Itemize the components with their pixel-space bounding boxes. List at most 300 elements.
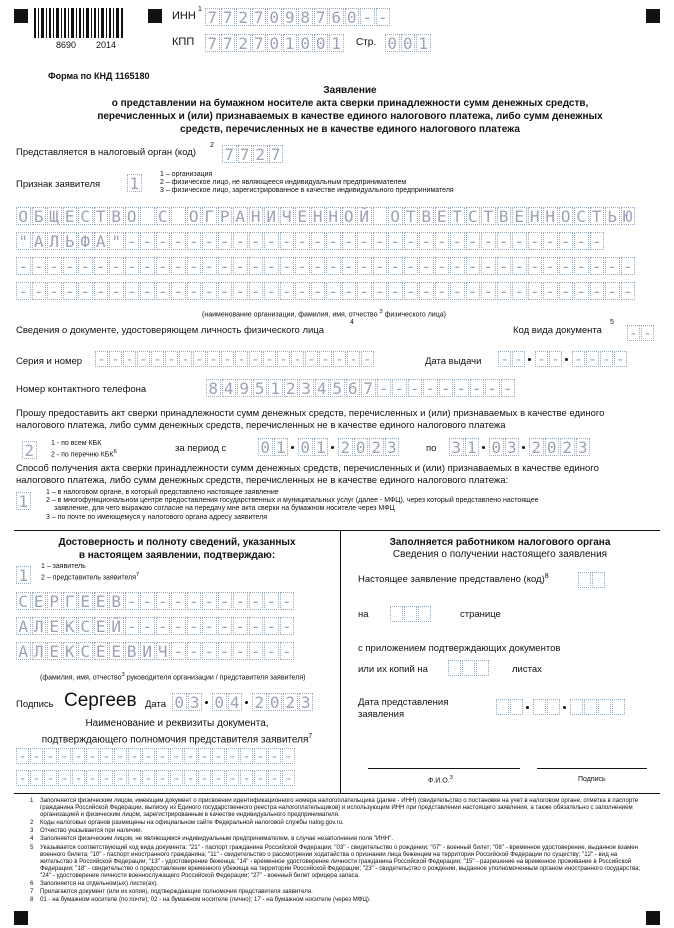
kbk-option: 2 - по перечню КБК$^6$ (51, 449, 117, 459)
inn-label: ИНН (172, 10, 196, 22)
char-cell: Т (450, 207, 465, 225)
char-cell: - (125, 282, 140, 300)
char-cell: 5 (253, 379, 268, 397)
method-option: 1 – в налоговом органе, в который представлено настоящее заявление (46, 489, 279, 496)
char-cell: - (16, 282, 31, 300)
field-row[interactable] (16, 257, 636, 275)
page-number-field[interactable] (385, 34, 432, 52)
barcode (34, 8, 124, 38)
char-cell: - (572, 351, 585, 367)
tax-authority-label: Представляется в налоговый орган (код) (16, 147, 196, 158)
char-cell: 6 (346, 379, 361, 397)
char-cell: - (512, 232, 527, 250)
doc-header (14, 717, 340, 746)
date-part[interactable] (258, 438, 289, 456)
char-cell: - (202, 642, 217, 660)
phone-field[interactable] (206, 379, 516, 397)
char-cell: - (342, 257, 357, 275)
name-caption-end: физического лица) (384, 311, 446, 319)
char-cell: - (226, 748, 239, 764)
date-separator (482, 446, 485, 449)
char-cell: 0 (314, 34, 329, 52)
char-cell: - (450, 232, 465, 250)
char-cell: - (72, 748, 85, 764)
char-cell: 0 (212, 693, 227, 711)
char-cell: - (264, 617, 279, 635)
char-cell: - (202, 257, 217, 275)
char-cell: 1 (268, 379, 283, 397)
char-cell: - (221, 351, 234, 367)
char-cell: С (78, 207, 93, 225)
footnote-number: 5 (30, 843, 34, 851)
char-cell: В (109, 207, 124, 225)
char-cell: - (590, 257, 605, 275)
section-divider (14, 793, 660, 794)
char-cell: - (137, 351, 150, 367)
char-cell (390, 606, 403, 622)
char-cell: - (291, 351, 304, 367)
char-cell: - (574, 282, 589, 300)
date-part[interactable] (572, 351, 628, 367)
char-cell: - (140, 282, 155, 300)
char-cell (533, 699, 546, 715)
char-cell: С (78, 642, 93, 660)
date-separator (526, 706, 529, 709)
char-cell: - (249, 257, 264, 275)
char-cell: Ь (63, 232, 78, 250)
char-cell: - (280, 232, 295, 250)
char-cell: Л (32, 642, 47, 660)
char-cell: А (32, 232, 47, 250)
char-cell: Ь (605, 207, 620, 225)
char-cell: - (193, 351, 206, 367)
char-cell: - (435, 232, 450, 250)
char-cell: К (63, 617, 78, 635)
footnote-text: Прилагаются документ (или их копия), подтверждающие полномочия представителя заявителя. (40, 888, 313, 896)
footnote-text: 01 - на бумажном носителе (по почте); 02 - на бумажном носителе (лично); 17 - на бумажном носителе (через МФЦ). (40, 896, 371, 904)
char-cell: - (347, 351, 360, 367)
field-row[interactable] (16, 592, 295, 610)
char-cell: - (235, 351, 248, 367)
footnote-text: Отчество указывается при наличии. (40, 827, 143, 835)
char-cell: - (170, 748, 183, 764)
kpp-field[interactable] (205, 34, 345, 52)
char-cell: 0 (268, 693, 283, 711)
char-cell: 1 (416, 34, 431, 52)
char-cell: - (114, 748, 127, 764)
char-cell: Р (218, 207, 233, 225)
char-cell: - (78, 257, 93, 275)
char-cell: - (361, 351, 374, 367)
char-cell: Н (326, 207, 341, 225)
char-cell: - (156, 232, 171, 250)
char-cell: Ч (280, 207, 295, 225)
attach-label: с приложением подтверждающих документов (358, 643, 561, 654)
request-text (16, 408, 604, 432)
field-row[interactable] (16, 770, 296, 786)
char-cell: - (125, 617, 140, 635)
char-cell: - (342, 282, 357, 300)
char-cell: - (481, 232, 496, 250)
date-part[interactable] (529, 438, 591, 456)
left-block-header (14, 536, 340, 562)
date-separator (565, 358, 568, 361)
date-part[interactable] (338, 438, 400, 456)
field-row[interactable] (16, 207, 636, 225)
char-cell: - (202, 592, 217, 610)
char-cell: - (466, 282, 481, 300)
char-cell (496, 699, 509, 715)
char-cell: 1 (274, 438, 289, 456)
char-cell: 2 (284, 379, 299, 397)
char-cell: - (198, 748, 211, 764)
char-cell (418, 606, 431, 622)
char-cell: - (282, 748, 295, 764)
id-document-label: Сведения о документе, удостоверяющем личность физического лица (16, 325, 325, 336)
char-cell: И (140, 642, 155, 660)
char-cell: Т (481, 207, 496, 225)
char-cell: - (280, 642, 295, 660)
char-cell: - (454, 379, 469, 397)
char-cell: - (404, 232, 419, 250)
footnote-number: 3 (30, 827, 34, 835)
field-row[interactable] (16, 642, 295, 660)
char-cell: - (218, 232, 233, 250)
char-cell: 2 (252, 693, 267, 711)
char-cell: - (125, 232, 140, 250)
char-cell (171, 207, 186, 225)
char-cell: 7 (269, 145, 284, 163)
field-row[interactable] (16, 617, 295, 635)
char-cell: С (574, 207, 589, 225)
char-cell: - (357, 232, 372, 250)
footnote-text: Коды налоговых органов размещены на официальном сайте Федеральной налоговой службы nalog.gov.ru. (40, 819, 344, 827)
date-part[interactable] (570, 699, 626, 715)
char-cell: - (156, 282, 171, 300)
char-cell: Т (590, 207, 605, 225)
char-cell: - (466, 232, 481, 250)
char-cell: - (16, 770, 29, 786)
footnote (30, 827, 644, 834)
char-cell: 8 (206, 379, 221, 397)
corner-marker-tr2 (646, 9, 660, 23)
char-cell: - (388, 232, 403, 250)
applicant-option: 2 – физическое лицо, не являющееся индивидуальным предпринимателем (160, 179, 407, 187)
method-options (46, 489, 539, 522)
char-cell: - (202, 232, 217, 250)
confirm-sign-field[interactable] (16, 566, 32, 584)
sheets-count-field[interactable] (448, 660, 490, 676)
date-separator (291, 446, 294, 449)
phone-label: Номер контактного телефона (16, 384, 147, 395)
char-cell: - (404, 282, 419, 300)
char-cell: 7 (361, 379, 376, 397)
char-cell: - (295, 282, 310, 300)
date-separator (245, 701, 248, 704)
footnote (30, 896, 644, 903)
char-cell: " (16, 232, 31, 250)
date-part[interactable] (535, 351, 563, 367)
inn-sup: 1 (198, 6, 202, 13)
char-cell: - (171, 642, 186, 660)
date-part[interactable] (298, 438, 329, 456)
signature-label: Подпись (16, 699, 54, 710)
char-cell: 7 (314, 8, 329, 26)
date-separator (528, 358, 531, 361)
char-cell: - (605, 257, 620, 275)
footnote-number: 4 (30, 835, 34, 843)
char-cell: Ф (78, 232, 93, 250)
presented-code-label: Настоящее заявление представлено (код)$^8$ (358, 573, 549, 586)
char-cell: 1 (127, 174, 142, 192)
char-cell: - (249, 642, 264, 660)
method-field[interactable] (16, 492, 32, 510)
char-cell: - (249, 617, 264, 635)
char-cell: - (109, 351, 122, 367)
date-part[interactable] (172, 693, 203, 711)
char-cell: С (16, 592, 31, 610)
char-cell: - (512, 351, 525, 367)
method-line: налогового платежа, либо сумм денежных средств, перечисленных не в качестве единого налогового платежа: (16, 475, 509, 486)
confirm-date-label: Дата (145, 699, 167, 710)
fio-line (368, 768, 520, 769)
footnote (30, 888, 644, 895)
field-row[interactable] (16, 282, 636, 300)
applicant-sign-options (160, 171, 454, 196)
char-cell: Е (47, 617, 62, 635)
char-cell: - (450, 257, 465, 275)
applicant-sign-label: Признак заявителя (16, 179, 101, 190)
char-cell: - (233, 642, 248, 660)
char-cell (584, 699, 597, 715)
char-cell: - (30, 770, 43, 786)
char-cell: - (233, 282, 248, 300)
char-cell (510, 699, 523, 715)
char-cell: - (280, 592, 295, 610)
char-cell: - (435, 282, 450, 300)
char-cell: - (207, 351, 220, 367)
char-cell: Е (109, 642, 124, 660)
char-cell: - (109, 282, 124, 300)
organization-name-caption (202, 308, 446, 320)
char-cell: - (187, 282, 202, 300)
char-cell: - (326, 282, 341, 300)
char-cell: - (497, 232, 512, 250)
corner-marker-tr (148, 9, 162, 23)
char-cell: - (114, 770, 127, 786)
char-cell: - (156, 748, 169, 764)
date-part[interactable] (449, 438, 480, 456)
char-cell: Е (78, 592, 93, 610)
date-part[interactable] (212, 693, 243, 711)
char-cell: - (357, 282, 372, 300)
char-cell: - (388, 282, 403, 300)
char-cell: - (212, 748, 225, 764)
document-code-label: Код вида документа (513, 325, 602, 336)
char-cell: Ч (156, 642, 171, 660)
series-number-field[interactable] (95, 351, 375, 367)
char-cell: - (156, 617, 171, 635)
char-cell: - (16, 748, 29, 764)
char-cell: - (641, 325, 654, 341)
char-cell: - (377, 379, 392, 397)
char-cell: 7 (205, 34, 220, 52)
char-cell: В (497, 207, 512, 225)
char-cell: Н (543, 207, 558, 225)
char-cell: - (249, 282, 264, 300)
sheets-label: листах (512, 664, 542, 675)
char-cell: 3 (449, 438, 464, 456)
char-cell: 2 (253, 145, 268, 163)
footnote-number: 2 (30, 819, 34, 827)
char-cell: - (171, 617, 186, 635)
char-cell: - (47, 257, 62, 275)
applicant-option: 1 – организация (160, 171, 213, 178)
document-code-field[interactable] (627, 325, 655, 341)
request-line: налогового платежа, либо сумм денежных средств, перечисленных не в качестве единого налогового платежа (16, 420, 506, 431)
char-cell: В (419, 207, 434, 225)
char-cell: 1 (283, 34, 298, 52)
page-word-label: странице (460, 609, 501, 620)
presented-code-field[interactable] (578, 572, 606, 588)
char-cell: Н (311, 207, 326, 225)
char-cell: А (16, 642, 31, 660)
char-cell: - (72, 770, 85, 786)
inn-field[interactable] (205, 8, 391, 26)
char-cell: 0 (267, 34, 282, 52)
char-cell: - (621, 282, 636, 300)
char-cell: - (240, 770, 253, 786)
char-cell: - (233, 257, 248, 275)
period-from-label: за период с (175, 443, 227, 454)
date-part[interactable] (533, 699, 561, 715)
char-cell: - (264, 282, 279, 300)
kbk-field[interactable] (22, 441, 38, 459)
char-cell: - (419, 282, 434, 300)
method-text (16, 463, 599, 487)
char-cell: - (140, 257, 155, 275)
char-cell (578, 572, 591, 588)
page-label: Стр. (356, 37, 377, 48)
char-cell: - (109, 257, 124, 275)
footnotes (30, 797, 644, 904)
char-cell: - (528, 232, 543, 250)
char-cell: - (600, 351, 613, 367)
tax-authority-sup: 2 (210, 142, 214, 149)
char-cell: - (249, 592, 264, 610)
date-part[interactable] (496, 699, 524, 715)
char-cell: - (627, 325, 640, 341)
footnote-text: Указывается соответствующий код вида документа: "21" - паспорт гражданина Российской Федерации; "03" - свидетельство о рождении; "07" - военный билет; "08" - временное удостоверение, выданное взамен военного билета; "10" - паспорт иностранного гражданина; "11" - свидетельство о рассмотрении ходатайства о признании лица беженцем на территории Российской Федерации по существу; "12" - вид на жительство в Российской Федерации; "13" - удостоверение беженца; "14" - временное удостоверение личности гражданина Российской Федерации; "15" - разрешение на временное проживание в Российской Федерации; "18" - свидетельство о предоставлении временного убежища на территории Российской Федерации; "23" - свидетельство о рождении, выданное уполномоченным органом иностранного государства; "24" - удостоверение личности военнослужащего Российской Федерации; "27" - военный билет офицера запаса. (40, 843, 641, 879)
field-row[interactable] (16, 748, 296, 764)
char-cell: - (218, 617, 233, 635)
char-cell: - (202, 617, 217, 635)
char-cell: 3 (576, 438, 591, 456)
char-cell: - (184, 748, 197, 764)
char-cell: - (419, 232, 434, 250)
period-to-label: по (426, 443, 437, 454)
char-cell: 9 (283, 8, 298, 26)
left-header-line: в настоящем заявлении, подтверждаю: (78, 550, 276, 561)
char-cell: - (100, 748, 113, 764)
footnote-text: Заполняется на отдельном(ых) листе(ах). (40, 880, 158, 888)
char-cell: - (263, 351, 276, 367)
char-cell: И (264, 207, 279, 225)
char-cell: 0 (258, 438, 273, 456)
char-cell: - (44, 748, 57, 764)
signature-value[interactable]: Сергеев (64, 690, 137, 711)
char-cell: - (435, 257, 450, 275)
char-cell: Г (202, 207, 217, 225)
char-cell: 2 (22, 441, 37, 459)
corner-marker-br (646, 911, 660, 925)
char-cell: - (543, 232, 558, 250)
char-cell: - (311, 257, 326, 275)
tax-authority-field[interactable] (222, 145, 284, 163)
char-cell: Р (47, 592, 62, 610)
date-separator (522, 446, 525, 449)
confirm-option: 2 – представитель заявителя$^7$ (41, 572, 140, 582)
char-cell: - (614, 351, 627, 367)
char-cell: - (404, 257, 419, 275)
char-cell: С (156, 207, 171, 225)
char-cell: 1 (314, 438, 329, 456)
char-cell: 0 (401, 34, 416, 52)
char-cell: - (218, 642, 233, 660)
pages-count-field[interactable] (390, 606, 432, 622)
char-cell: - (156, 592, 171, 610)
char-cell: - (151, 351, 164, 367)
char-cell: - (202, 282, 217, 300)
char-cell: 4 (315, 379, 330, 397)
char-cell: - (481, 257, 496, 275)
char-cell: - (326, 232, 341, 250)
char-cell: 0 (545, 438, 560, 456)
char-cell: - (543, 257, 558, 275)
date-part[interactable] (252, 693, 314, 711)
date-part[interactable] (498, 351, 526, 367)
char-cell: 7 (252, 34, 267, 52)
barcode-left-number: 8690 (56, 40, 77, 50)
char-cell: - (226, 770, 239, 786)
field-row[interactable] (16, 232, 605, 250)
char-cell: - (171, 232, 186, 250)
char-cell: - (125, 257, 140, 275)
char-cell: Е (94, 642, 109, 660)
date-part[interactable] (489, 438, 520, 456)
char-cell: - (86, 770, 99, 786)
char-cell: - (360, 8, 375, 26)
char-cell: - (123, 351, 136, 367)
char-cell: О (559, 207, 574, 225)
char-cell: О (342, 207, 357, 225)
title-line: Заявление (323, 85, 377, 96)
char-cell: - (305, 351, 318, 367)
receive-date-label: Дата представления заявления (358, 697, 449, 720)
char-cell: - (497, 282, 512, 300)
char-cell: О (187, 207, 202, 225)
char-cell: О (125, 207, 140, 225)
form-code: Форма по КНД 1165180 (48, 71, 150, 81)
char-cell: - (268, 748, 281, 764)
char-cell: К (63, 642, 78, 660)
doc-header-line: подтверждающего полномочия представителя заявителя$^7$ (41, 733, 313, 746)
id-document-sup: 4 (350, 319, 354, 326)
char-cell: - (264, 642, 279, 660)
applicant-sign-field[interactable] (127, 174, 143, 192)
char-cell: - (264, 257, 279, 275)
char-cell: 0 (298, 34, 313, 52)
